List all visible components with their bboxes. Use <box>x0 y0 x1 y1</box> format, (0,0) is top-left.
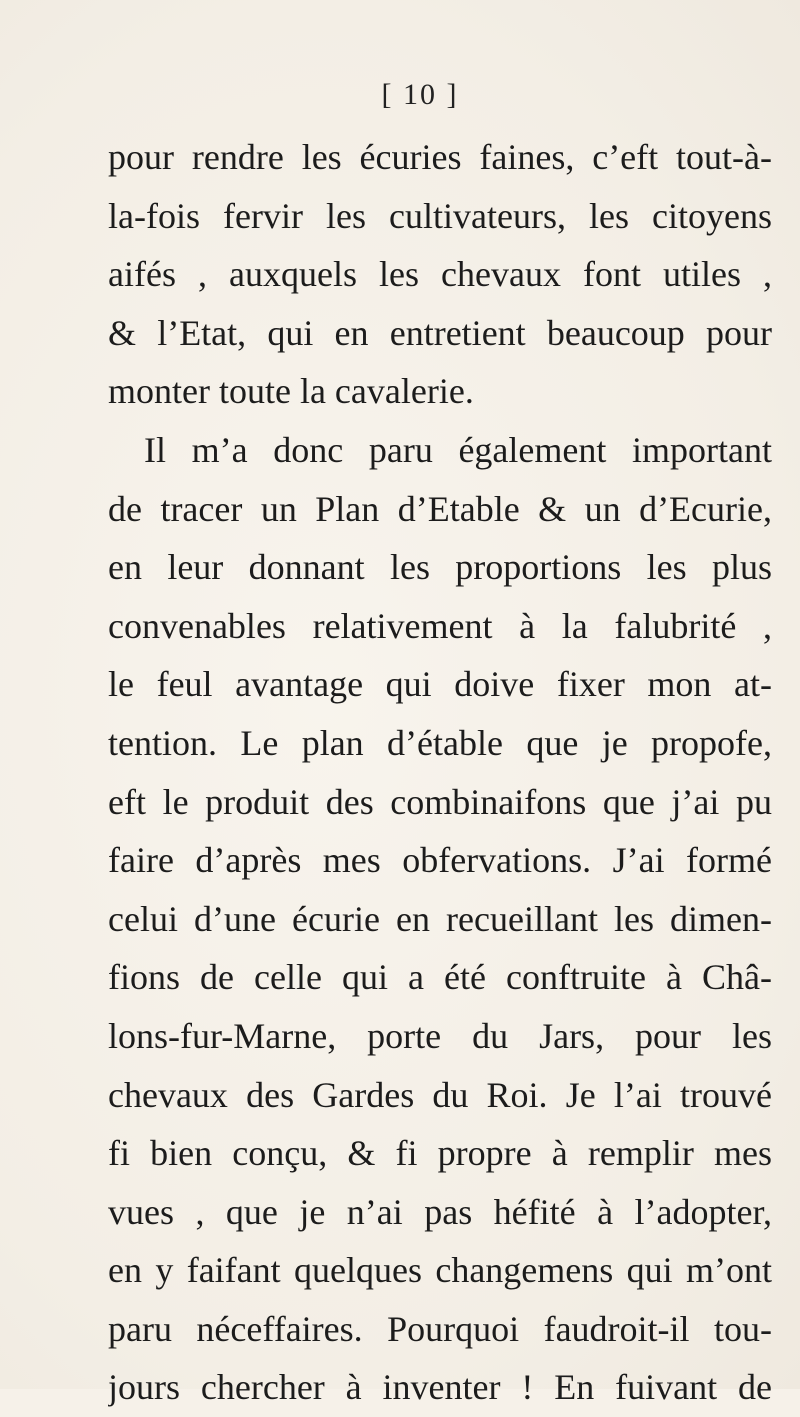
body-text <box>108 128 772 1417</box>
text-line: vues , que je n’ai pas héfité à l’adopter, <box>108 1191 772 1232</box>
text-line: faire d’après mes obfervations. J’ai formé <box>108 840 772 881</box>
text-line: en leur donnant les proportions les plus <box>108 547 772 588</box>
text-line: monter toute la cavalerie. <box>108 371 474 412</box>
text-line: eft le produit des combinaifons que j’ai pu <box>108 781 772 822</box>
text-line: paru néceffaires. Pourquoi faudroit-il tou- <box>108 1308 772 1349</box>
text-line: chevaux des Gardes du Roi. Je l’ai trouvé <box>108 1074 772 1115</box>
page-number: [ 10 ] <box>381 78 459 111</box>
text-line: fi bien conçu, & fi propre à remplir mes <box>108 1133 772 1174</box>
text-line: fions de celle qui a été conftruite à Châ- <box>108 957 772 998</box>
text-line: la-fois fervir les cultivateurs, les citoyens <box>108 195 772 236</box>
text-line: jours chercher à inventer ! En fuivant de <box>108 1367 772 1408</box>
text-line: de tracer un Plan d’Etable & un d’Ecurie, <box>108 488 772 529</box>
text-line: & l’Etat, qui en entretient beaucoup pour <box>108 312 772 353</box>
text-line: convenables relativement à la falubrité , <box>108 605 772 646</box>
text-line: lons-fur-Marne, porte du Jars, pour les <box>108 1015 772 1056</box>
text-line: en y faifant quelques changemens qui m’ont <box>108 1250 772 1291</box>
text-line: tention. Le plan d’étable que je propofe, <box>108 722 772 763</box>
text-line: Il m’a donc paru également important <box>144 429 772 470</box>
text-line: pour rendre les écuries faines, c’eft tout-à- <box>108 137 772 177</box>
text-line: celui d’une écurie en recueillant les dimen- <box>108 898 772 939</box>
text-line: aifés , auxquels les chevaux font utiles , <box>108 254 772 295</box>
text-line: le feul avantage qui doive fixer mon at- <box>108 664 772 705</box>
